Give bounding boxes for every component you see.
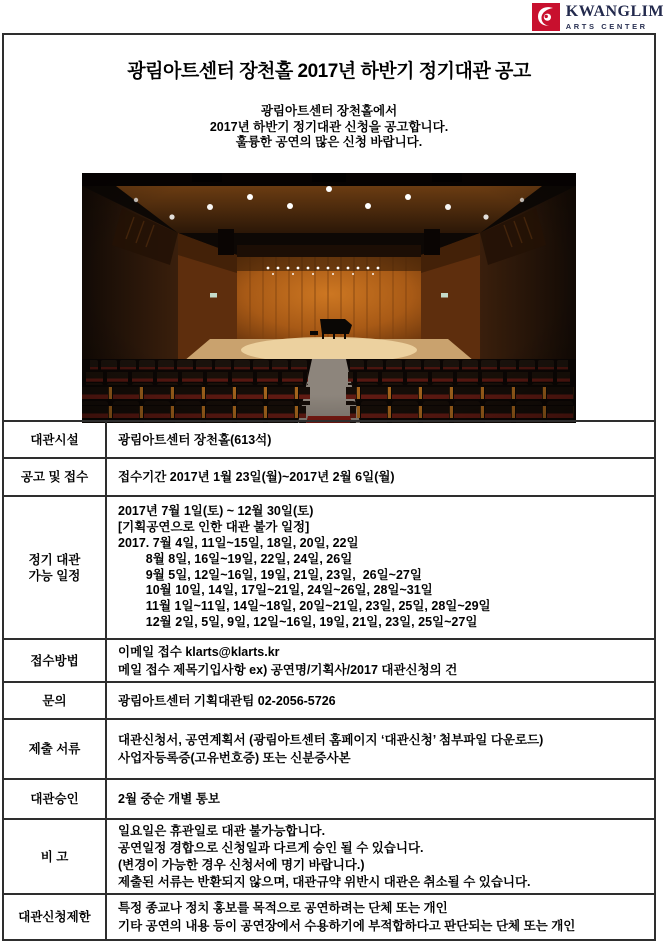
subtitle-line: 광림아트센터 장천홀에서 bbox=[260, 104, 398, 118]
row-label: 대관신청제한 bbox=[4, 895, 107, 939]
cell-line: 2월 중순 개별 통보 bbox=[118, 792, 220, 806]
cell-line: 9월 5일, 12일~16일, 19일, 21일, 23일, 26일~27일 bbox=[118, 567, 422, 582]
cell-line: 11월 1일~11일, 14일~18일, 20일~21일, 23일, 25일, 28일~29일 bbox=[118, 599, 491, 614]
row-label: 문의 bbox=[4, 683, 107, 718]
row-content bbox=[107, 497, 654, 638]
cell-line: 이메일 접수 klarts@klarts.kr bbox=[118, 644, 280, 659]
cell-line: [기획공연으로 인한 대관 불가 일정] bbox=[118, 519, 310, 534]
logo-name: KWANGLIM bbox=[565, 2, 664, 20]
cell-line: 일요일은 휴관일로 대관 불가능합니다. bbox=[118, 823, 326, 838]
row-content bbox=[107, 459, 654, 495]
row-label: 접수방법 bbox=[4, 640, 107, 681]
table-row-contact bbox=[4, 681, 654, 718]
table-row-application-method bbox=[4, 638, 654, 681]
subtitle-line: 훌륭한 공연의 많은 신청 바랍니다. bbox=[235, 135, 423, 149]
cell-line: 접수기간 2017년 1월 23일(월)~2017년 2월 6일(월) bbox=[118, 470, 395, 484]
cell-line: 특정 종교나 정치 홍보를 목적으로 공연하려는 단체 또는 개인 bbox=[118, 901, 448, 915]
table-row-remarks bbox=[4, 818, 654, 893]
cell-line: 12월 2일, 5일, 9일, 12일~16일, 19일, 21일, 23일, 25일~27일 bbox=[118, 615, 478, 630]
row-content bbox=[107, 640, 654, 681]
cell-line: 제출된 서류는 반환되지 않으며, 대관규약 위반시 대관은 취소될 수 있습니다. bbox=[118, 874, 531, 889]
row-label: 비 고 bbox=[4, 820, 107, 893]
hall-photo bbox=[82, 173, 576, 423]
subtitle-line: 2017년 하반기 정기대관 신청을 공고합니다. bbox=[209, 119, 449, 134]
kwanglim-logo-icon bbox=[532, 3, 560, 31]
page-subtitle bbox=[4, 104, 654, 151]
kwanglim-logo bbox=[532, 3, 664, 31]
table-row-restrictions bbox=[4, 893, 654, 939]
row-label: 공고 및 접수 bbox=[4, 459, 107, 495]
row-label: 제출 서류 bbox=[4, 720, 107, 778]
cell-line: 2017년 7월 1일(토) ~ 12월 30일(토) bbox=[118, 503, 314, 518]
cell-line: 메일 접수 제목기입사항 ex) 공연명/기획사/2017 대관신청의 건 bbox=[118, 662, 458, 677]
cell-line: 기타 공연의 내용 등이 공연장에서 수용하기에 부적합하다고 판단되는 단체 또는 개인 bbox=[118, 919, 576, 933]
row-content bbox=[107, 895, 654, 939]
row-content bbox=[107, 720, 654, 778]
row-label: 대관승인 bbox=[4, 780, 107, 818]
row-content bbox=[107, 683, 654, 718]
table-row-documents bbox=[4, 718, 654, 778]
kwanglim-logo-text bbox=[566, 4, 664, 31]
announcement-document bbox=[2, 33, 656, 941]
table-row-schedule bbox=[4, 495, 654, 638]
cell-line: 광림아트센터 장천홀(613석) bbox=[118, 432, 272, 447]
row-label: 대관시설 bbox=[4, 422, 107, 457]
cell-line: 10월 10일, 14일, 17일~21일, 24일~26일, 28일~31일 bbox=[118, 583, 433, 598]
row-content bbox=[107, 422, 654, 457]
row-label: 정기 대관 가능 일정 bbox=[4, 497, 107, 638]
cell-line: 사업자등록증(고유번호증) 또는 신분증사본 bbox=[118, 751, 351, 765]
table-row-notice-period bbox=[4, 457, 654, 495]
cell-line: 광림아트센터 기획대관팀 02-2056-5726 bbox=[118, 693, 336, 708]
cell-line: 공연일정 경합으로 신청일과 다르게 승인 될 수 있습니다. bbox=[118, 840, 424, 855]
cell-line: 8월 8일, 16일~19일, 22일, 24일, 26일 bbox=[118, 551, 353, 566]
logo-subname: ARTS CENTER bbox=[565, 21, 648, 31]
cell-line: 대관신청서, 공연계획서 (광림아트센터 홈페이지 ‘대관신청’ 첨부파일 다운로드) bbox=[118, 733, 544, 747]
document-header bbox=[4, 35, 654, 420]
page-title: 광림아트센터 장천홀 2017년 하반기 정기대관 공고 bbox=[127, 61, 531, 82]
table-row-approval bbox=[4, 778, 654, 818]
cell-line: 2017. 7월 4일, 11일~15일, 18일, 20일, 22일 bbox=[118, 535, 359, 550]
table-row-facility bbox=[4, 420, 654, 457]
row-content bbox=[107, 820, 654, 893]
cell-line: (변경이 가능한 경우 신청서에 명기 바랍니다.) bbox=[118, 857, 365, 872]
row-content bbox=[107, 780, 654, 818]
